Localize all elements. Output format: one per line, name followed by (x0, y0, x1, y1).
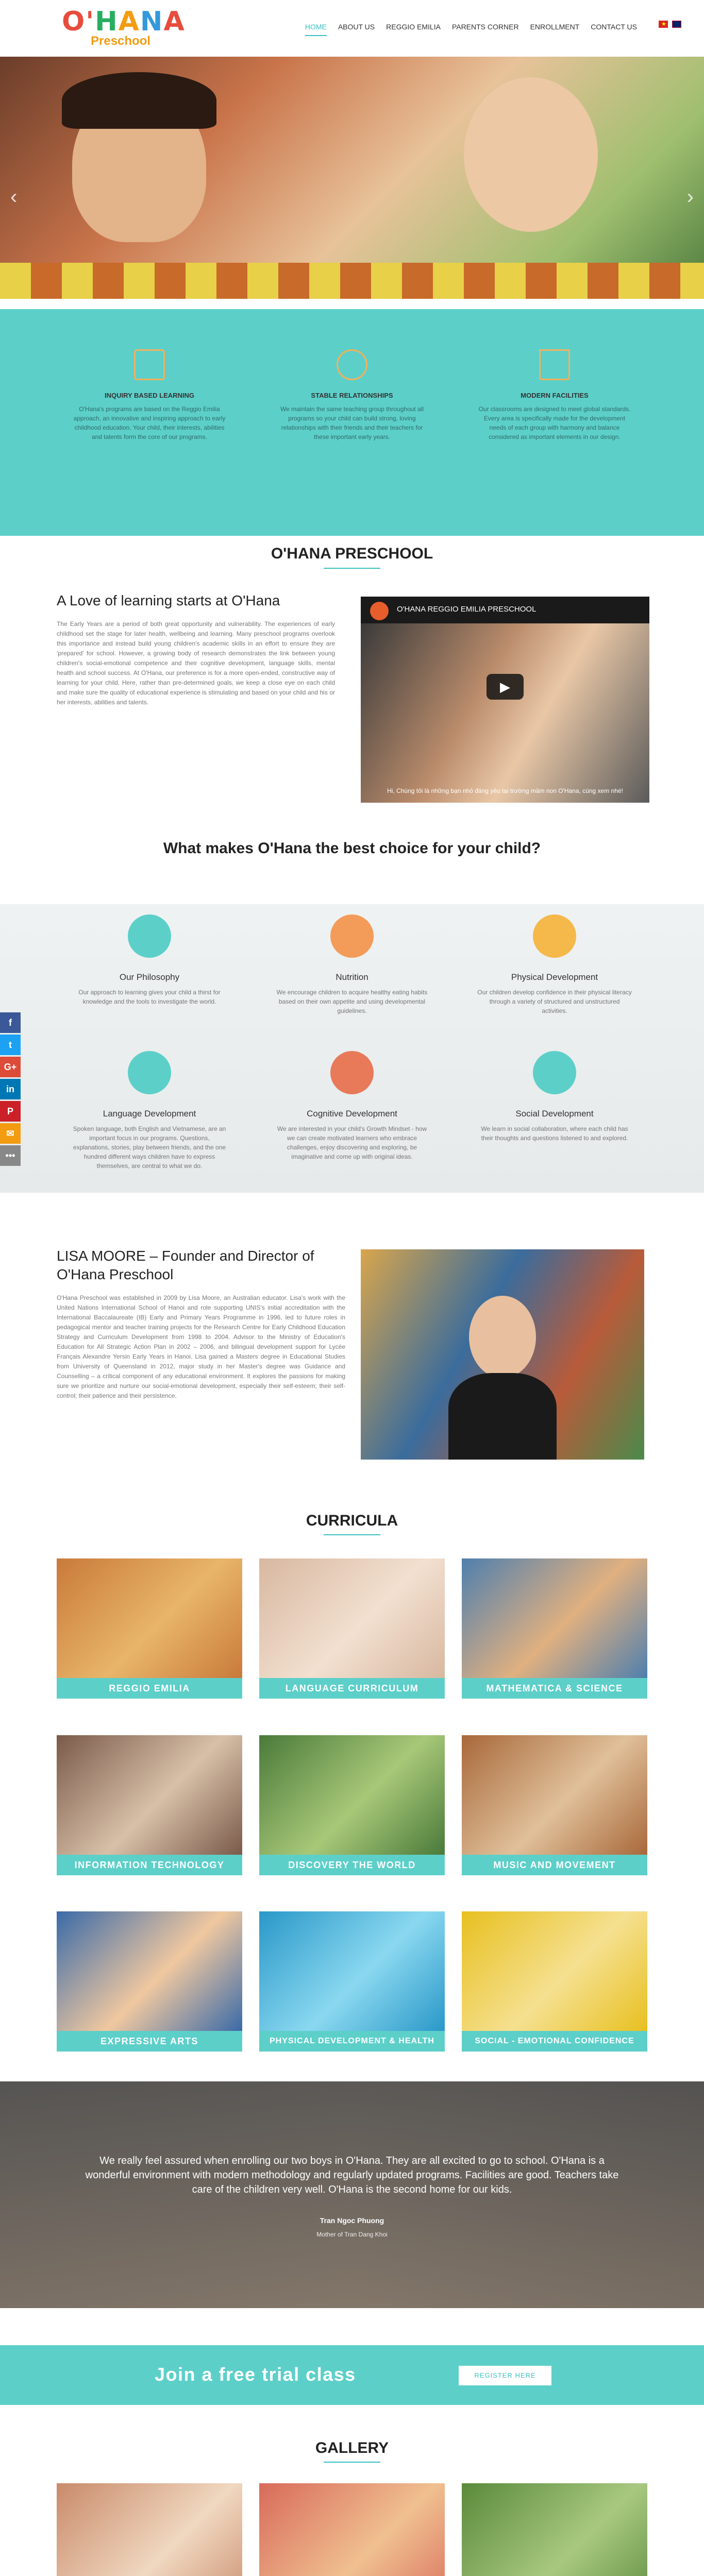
why-title-item: Nutrition (336, 972, 368, 982)
english-flag-icon[interactable] (672, 21, 681, 28)
video-player[interactable] (361, 597, 649, 803)
stroller-icon (337, 349, 367, 380)
curriculum-physical[interactable] (259, 1911, 445, 2052)
curriculum-math-science[interactable] (462, 1558, 647, 1699)
why-title-item: Our Philosophy (119, 972, 180, 982)
nav-about-us[interactable]: ABOUT US (338, 23, 375, 31)
love-section (57, 592, 335, 707)
curriculum-label: INFORMATION TECHNOLOGY (57, 1855, 242, 1875)
curriculum-it[interactable] (57, 1735, 242, 1875)
curricula-title: CURRICULA (306, 1512, 398, 1529)
logo[interactable] (62, 6, 186, 48)
why-text: We encourage children to acquire healthy eating habits based on their own appetite and using developmental guidelines. (276, 989, 428, 1014)
email-icon[interactable]: ✉ (0, 1123, 21, 1144)
why-physical (477, 914, 632, 1015)
hero-child-face-2 (464, 77, 598, 232)
register-button[interactable]: REGISTER HERE (459, 2366, 551, 2385)
love-title: A Love of learning starts at O'Hana (57, 592, 280, 608)
main-nav (305, 23, 637, 36)
feature-title: INQUIRY BASED LEARNING (104, 392, 195, 399)
curriculum-image (57, 1735, 242, 1855)
nav-reggio-emilia[interactable]: REGGIO EMILIA (386, 23, 441, 31)
preschool-title: O'HANA PRESCHOOL (271, 545, 433, 562)
title-divider (324, 2462, 380, 2463)
why-text: Our children develop confidence in their physical literacy through a variety of structured and unstructured activities. (477, 989, 632, 1014)
hero-table (0, 263, 704, 299)
feature-inquiry (72, 349, 227, 442)
why-text: Spoken language, both English and Vietnamese, are an important focus in our programs. Questions, explanations, stories, play between friends, and the one hundred different ways children have to express themselves, are central to what we do. (73, 1125, 226, 1170)
love-text: The Early Years are a period of both great opportunity and vulnerability. The experiences of early childhood set the stage for later health, wellbeing and learning. Many preschool programs overlook this importance and instead build young children's academic skills in an effort to ensure they are 'prepared' for school. However, a growing body of research demonstrates the link between young children's social-emotional competence and their cognitive development, language skills, mental health and school success. At O'Hana, our preference is for a more open-ended, constructive way of learning for your child. Here, rather than pre-determined goals, we keep a close eye on each child and make sure the quality of educational experience is stimulating and based on your child and his or her interests, abilities and talents. (57, 620, 335, 706)
why-cognitive (275, 1051, 429, 1161)
why-title-item: Social Development (515, 1109, 594, 1118)
why-language (72, 1051, 227, 1171)
nav-home[interactable]: HOME (305, 23, 327, 36)
why-title: What makes O'Hana the best choice for your child? (163, 840, 541, 857)
house-icon (539, 349, 570, 380)
logo-text: O'HANA (62, 6, 186, 37)
curriculum-image (259, 1735, 445, 1855)
founder-body (448, 1373, 557, 1460)
curriculum-image (462, 1735, 647, 1855)
language-icon (128, 1051, 171, 1094)
why-section (0, 904, 704, 1193)
feature-relationships (275, 349, 429, 442)
video-title: O'HANA REGGIO EMILIA PRESCHOOL (361, 597, 649, 623)
founder-section (57, 1247, 345, 1401)
feature-title: STABLE RELATIONSHIPS (311, 392, 393, 399)
site-header (0, 0, 704, 57)
curriculum-social[interactable] (462, 1911, 647, 2052)
google-plus-icon[interactable]: G+ (0, 1057, 21, 1077)
curriculum-discovery[interactable] (259, 1735, 445, 1875)
more-icon[interactable]: ••• (0, 1145, 21, 1166)
why-title-item: Language Development (103, 1109, 196, 1118)
title-divider (324, 1534, 380, 1535)
curriculum-label: DISCOVERY THE WORLD (259, 1855, 445, 1875)
video-thumbnail (361, 623, 649, 803)
curriculum-label: REGGIO EMILIA (57, 1678, 242, 1699)
blocks-icon (134, 349, 165, 380)
twitter-icon[interactable]: t (0, 1035, 21, 1055)
curriculum-image (259, 1911, 445, 2031)
why-text: Our approach to learning gives your child a thirst for knowledge and the tools to investigate the world. (78, 989, 221, 1005)
curriculum-label: MUSIC AND MOVEMENT (462, 1855, 647, 1875)
curriculum-image (259, 1558, 445, 1678)
founder-text: O'Hana Preschool was established in 2009 by Lisa Moore, an Australian educator. Lisa's work with the United Nations International School of Hanoi and role supporting UNIS's initial accreditation with the International Baccalaureate (IB) Early and Primary Years Programme in 1996, led to future roles in pedagogical mentor and teacher training projects for the Research Centre for Early Childhood Education Strategy and Curriculum Development from 1998 to 2004. Advisor to the Ministry of Education's Education for All Strategic Action Plan in 2002 – 2006, and bilingual development support for Lycée Français Alexandre Yersin Early Years in Hanoi. Lisa gained a Masters degree in Educational Studies from University of Queensland in 2012, major study in her Master's degree was Guidance and Counselling – a critical component of any educational environment. It explores the passions for making sure we prioritize and nurture our social-emotional development, especially their self-esteem; their self-control; their patience and their persistence. (57, 1294, 345, 1399)
curriculum-image (462, 1911, 647, 2031)
gallery-image[interactable] (259, 2483, 445, 2576)
curriculum-music[interactable] (462, 1735, 647, 1875)
why-title-item: Cognitive Development (307, 1109, 397, 1118)
gallery-image[interactable] (57, 2483, 242, 2576)
curriculum-image (57, 1558, 242, 1678)
testimonial-section (0, 2081, 704, 2308)
nav-enrollment[interactable]: ENROLLMENT (530, 23, 580, 31)
founder-photo (361, 1249, 644, 1460)
social-share-bar (0, 1012, 21, 1167)
hero-child-hair (62, 72, 216, 129)
why-social (477, 1051, 632, 1143)
philosophy-icon (128, 914, 171, 958)
nav-contact-us[interactable]: CONTACT US (591, 23, 637, 31)
social-icon (533, 1051, 576, 1094)
why-title-item: Physical Development (511, 972, 598, 982)
feature-text: Our classrooms are designed to meet global standards. Every area is specifically made for the development needs of each group with harmony and balance considered as important elements in our design. (478, 405, 631, 440)
gallery-title: GALLERY (315, 2439, 389, 2456)
feature-text: We maintain the same teaching group throughout all programs so your child can build strong, loving relationships with their friends and their teachers for these important early years. (280, 405, 424, 440)
physical-icon (533, 914, 576, 958)
why-philosophy (72, 914, 227, 1006)
facebook-icon[interactable]: f (0, 1012, 21, 1033)
hero-slider[interactable] (0, 57, 704, 299)
cognitive-icon (330, 1051, 374, 1094)
channel-avatar (370, 602, 389, 620)
curriculum-label: LANGUAGE CURRICULUM (259, 1678, 445, 1699)
curriculum-reggio-emilia[interactable] (57, 1558, 242, 1699)
founder-face (469, 1296, 536, 1378)
feature-text: O'Hana's programs are based on the Reggio Emilia approach, an innovative and inspiring approach to early childhood education. Your child, their interests, abilities and talents form the core of our programs. (73, 405, 226, 440)
why-nutrition (275, 914, 429, 1015)
pinterest-icon[interactable]: P (0, 1101, 21, 1122)
curriculum-label: PHYSICAL DEVELOPMENT & HEALTH (259, 2031, 445, 2052)
video-caption: Hi, Chúng tôi là những bạn nhỏ đáng yêu tại trường mầm non O'Hana, cùng xem nhé! (387, 787, 623, 794)
testimonial-name: Tran Ngoc Phuong (320, 2216, 384, 2225)
feature-facilities (477, 349, 632, 442)
curriculum-label: SOCIAL - EMOTIONAL CONFIDENCE (462, 2031, 647, 2052)
hero-prev-arrow[interactable]: ‹ (10, 185, 18, 208)
testimonial-quote: We really feel assured when enrolling our two boys in O'Hana. They are all excited to go to school. O'Hana is a wonderful environment with modern methodology and regularly updated programs. Facilities are good. Teachers take care of the children very well. O'Hana is the second home for our kids. (85, 2155, 619, 2195)
features-band (0, 309, 704, 536)
curriculum-arts[interactable] (57, 1911, 242, 2052)
testimonial-role: Mother of Tran Dang Khoi (316, 2231, 388, 2238)
linkedin-icon[interactable]: in (0, 1079, 21, 1099)
curriculum-image (57, 1911, 242, 2031)
why-text: We learn in social collaboration, where each child has their thoughts and questions listened to and explored. (481, 1125, 628, 1142)
trial-text: Join a free trial class (155, 2364, 356, 2385)
vietnamese-flag-icon[interactable]: ★ (659, 21, 668, 28)
logo-subtitle: Preschool (91, 34, 151, 48)
gallery-image[interactable] (462, 2483, 647, 2576)
curriculum-label: EXPRESSIVE ARTS (57, 2031, 242, 2052)
curriculum-language[interactable] (259, 1558, 445, 1699)
nutrition-icon (330, 914, 374, 958)
trial-band (0, 2345, 704, 2405)
curriculum-label: MATHEMATICA & SCIENCE (462, 1678, 647, 1699)
feature-title: MODERN FACILITIES (521, 392, 589, 399)
play-icon[interactable]: ▶ (487, 674, 524, 700)
curriculum-image (462, 1558, 647, 1678)
title-divider (324, 568, 380, 569)
founder-title: LISA MOORE – Founder and Director of O'Hana Preschool (57, 1248, 314, 1282)
why-text: We are interested in your child's Growth Mindset - how we can create motivated learners who embrace challenges, enjoy discovering and exploring, be imaginative and come up with original ideas. (277, 1125, 427, 1160)
nav-parents-corner[interactable]: PARENTS CORNER (451, 23, 519, 31)
hero-next-arrow[interactable]: › (686, 185, 694, 208)
